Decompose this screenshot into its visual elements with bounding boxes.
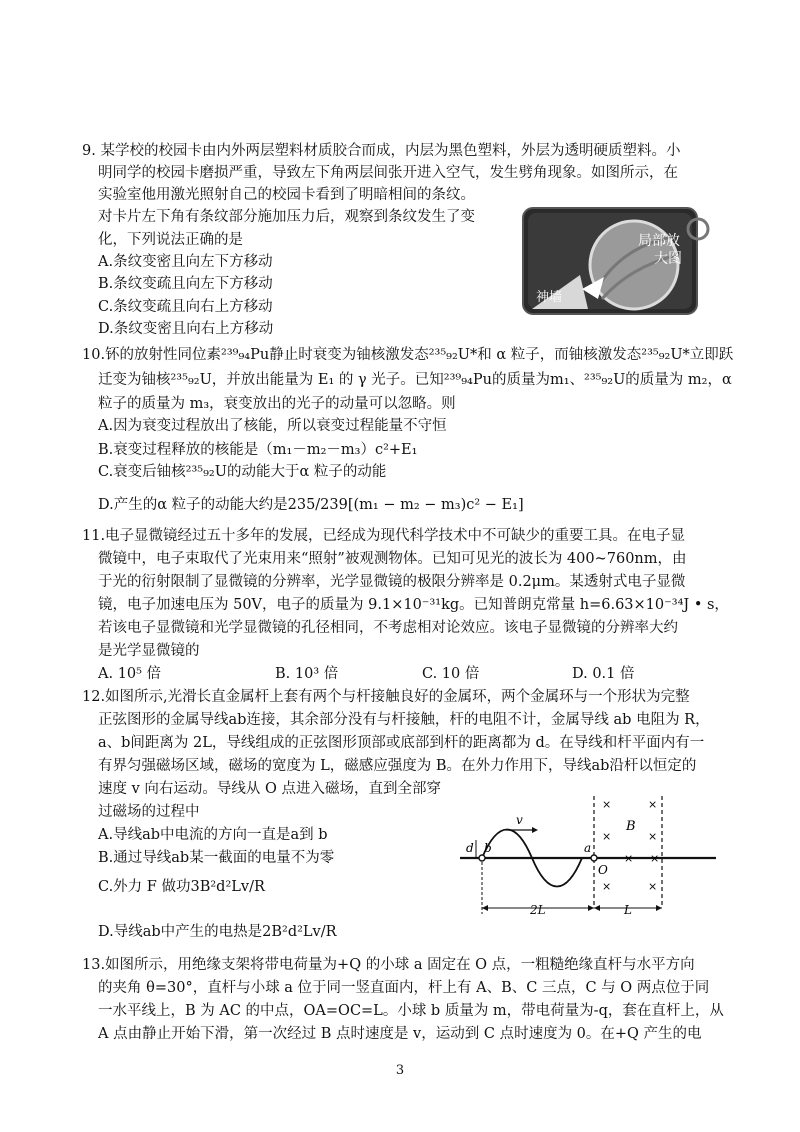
field-cross: × [602, 880, 612, 893]
q11-line-6: 是光学显微镜的 [98, 643, 200, 659]
q11-option-d: D. 0.1 倍 [572, 666, 635, 682]
campus-card-figure [522, 207, 710, 317]
q11-option-b: B. 10³ 倍 [275, 666, 339, 682]
q10-option-b: B.衰变过程释放的核能是（m₁－m₂－m₃）c²+E₁ [98, 442, 418, 458]
label-2l: 2L [530, 903, 546, 917]
q12-line-3: a、b间距离为 2L，导线组成的正弦图形顶部或底部到杆的距离都为 d。在导线和杆平面内有一 [98, 735, 705, 751]
label-field-b: B [626, 819, 636, 834]
q10-line-2: 迁变为铀核²³⁵₉₂U，并放出能量为 E₁ 的 γ 光子。已知²³⁹₉₄Pu的质量为m₁、²³⁵₉₂U的质量为 m₂，α [98, 372, 732, 388]
q9-option-a: A.条纹变密且向左下方移动 [98, 254, 273, 270]
q9-option-b: B.条纹变疏且向左下方移动 [98, 276, 273, 292]
label-l: L [624, 903, 632, 917]
q10-option-a: A.因为衰变过程放出了核能，所以衰变过程能量不守恒 [98, 418, 447, 434]
q9-line-2: 明同学的校园卡磨损严重，导致左下角两层间张开进入空气，发生劈角现象。如图所示，在 [98, 165, 678, 181]
page-number: 3 [395, 1063, 405, 1078]
q11-line-1: 11.电子显微镜经过五十多年的发展，已经成为现代科学技术中不可缺少的重要工具。在电子显 [82, 528, 686, 544]
q10-option-d: D.产生的α 粒子的动能大约是235/239[(m₁ − m₂ − m₃)c² − E₁] [98, 497, 524, 513]
q9-line-5: 化，下列说法正确的是 [98, 232, 243, 248]
q13-line-2: 的夹角 θ=30°，直杆与小球 a 位于同一竖直面内，杆上有 A、B、C 三点，C 与 O 两点位于同 [98, 980, 710, 996]
label-v: v [516, 813, 523, 827]
q10-option-c: C.衰变后铀核²³⁵₉₂U的动能大于α 粒子的动能 [98, 464, 387, 480]
arrow-head-icon [532, 827, 538, 833]
field-cross: × [602, 798, 612, 811]
field-cross: × [602, 830, 612, 843]
q11-line-3: 于光的衍射限制了显微镜的分辨率，光学显微镜的极限分辨率是 0.2μm。某透射式电子显微 [98, 574, 686, 590]
q12-line-5: 速度 v 向右运动。导线从 O 点进入磁场，直到全部穿 [98, 781, 442, 797]
q11-line-2: 微镜中，电子束取代了光束用来“照射”被观测物体。已知可见光的波长为 400~760nm，由 [98, 551, 687, 567]
q13-line-1: 13.如图所示，用绝缘支架将带电荷量为+Q 的小球 a 固定在 O 点，一粗糙绝缘直杆与水平方向 [82, 957, 695, 973]
q11-line-5: 若该电子显微镜和光学显微镜的孔径相同，不考虑相对论效应。该电子显微镜的分辨率大约 [98, 620, 678, 636]
fig-label-wall: 神墙 [536, 290, 563, 305]
q12-option-c: C.外力 F 做功3B²d²Lv/R [98, 879, 265, 895]
q11-line-4: 镜，电子加速电压为 50V，电子的质量为 9.1×10⁻³¹kg。已知普朗克常量 h=6.63×10⁻³⁴J • s， [98, 597, 729, 613]
q12-line-2: 正弦图形的金属导线ab连接，其余部分没有与杆接触，杆的电阻不计，金属导线 ab 电阻为 R， [98, 712, 710, 728]
q11-option-c: C. 10 倍 [422, 666, 480, 682]
sine-wire-figure [458, 790, 720, 924]
q12-option-b: B.通过导线ab某一截面的电量不为零 [98, 850, 335, 866]
q10-line-3: 粒子的质量为 m₃，衰变放出的光子的动量可以忽略。则 [98, 396, 456, 412]
label-b: b [484, 841, 492, 855]
label-d: d [466, 841, 474, 855]
ring-b [479, 855, 485, 861]
field-cross: × [624, 852, 634, 865]
field-cross: × [648, 830, 658, 843]
fig-label-zoom-2: 大图 [654, 251, 682, 267]
field-cross: × [648, 880, 658, 893]
q12-line-1: 12.如图所示,光滑长直金属杆上套有两个与杆接触良好的金属环，两个金属环与一个形状为完整 [82, 689, 690, 705]
q12-option-d: D.导线ab中产生的电热是2B²d²Lv/R [98, 924, 337, 940]
q9-line-3: 实验室他用激光照射自己的校园卡看到了明暗相间的条纹。 [98, 187, 475, 203]
q12-line-6: 过磁场的过程中 [98, 804, 200, 820]
label-o: O [598, 863, 608, 877]
q9-line-1: 9. 某学校的校园卡由内外两层塑料材质胶合而成，内层为黑色塑料，外层为透明硬质塑料。小 [82, 143, 681, 159]
q13-line-4: A 点由静止开始下滑，第一次经过 B 点时速度是 v，运动到 C 点时速度为 0。在+Q 产生的电 [98, 1026, 702, 1042]
q10-line-1: 10.钚的放射性同位素²³⁹₉₄Pu静止时衰变为铀核激发态²³⁵₉₂U*和 α 粒子，而铀核激发态²³⁵₉₂U*立即跃 [82, 347, 734, 363]
field-cross: × [650, 852, 660, 865]
field-cross: × [648, 798, 658, 811]
q13-line-3: 一水平线上，B 为 AC 的中点，OA=OC=L。小球 b 质量为 m，带电荷量为-q，套在直杆上，从 [98, 1003, 724, 1019]
q12-option-a: A.导线ab中电流的方向一直是a到 b [98, 827, 328, 843]
ring-a [591, 855, 597, 861]
label-a: a [584, 841, 592, 855]
q9-option-c: C.条纹变疏且向右上方移动 [98, 299, 273, 315]
q11-option-a: A. 10⁵ 倍 [98, 666, 162, 682]
fig-label-zoom-1: 局部放 [638, 233, 680, 249]
q9-line-4: 对卡片左下角有条纹部分施加压力后，观察到条纹发生了变 [98, 209, 475, 225]
q9-option-d: D.条纹变密且向右上方移动 [98, 321, 274, 337]
q12-line-4: 有界匀强磁场区域，磁场的宽度为 L，磁感应强度为 B。在外力作用下，导线ab沿杆以恒定的 [98, 758, 697, 774]
field-crosses [602, 798, 659, 893]
